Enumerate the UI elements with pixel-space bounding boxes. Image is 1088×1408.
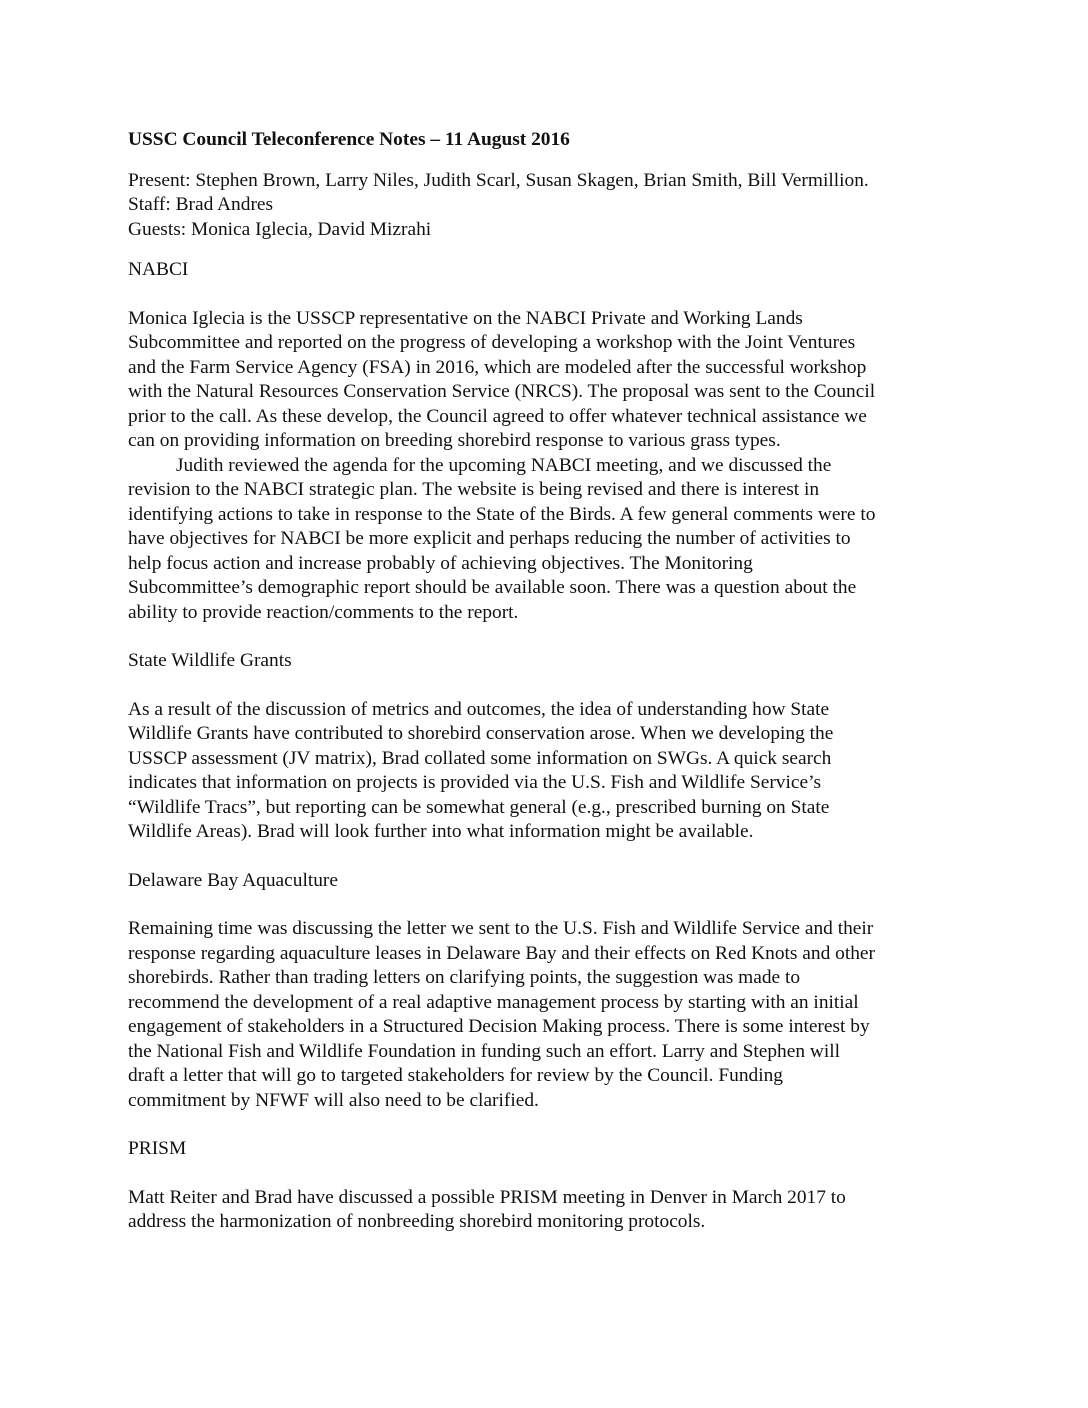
text-line: shorebirds. Rather than trading letters on clarifying points, the suggestion was made to [128,967,801,988]
text-line: ability to provide reaction/comments to the report. [128,601,519,623]
text-line: and the Farm Service Agency (FSA) in 2016, which are modeled after the successful workshop [128,356,867,378]
nabci-paragraph-2 [128,454,988,626]
text-line: identifying actions to take in response to the State of the Birds. A few general comments were to [128,503,876,525]
section-heading-nabci: NABCI [128,259,189,280]
prism-paragraph [128,1186,988,1235]
text-line: with the Natural Resources Conservation Service (NRCS). The proposal was sent to the Council [128,381,876,402]
text-line: Monica Iglecia is the USSCP representative on the NABCI Private and Working Lands [128,307,803,329]
text-line: “Wildlife Tracs”, but reporting can be somewhat general (e.g., prescribed burning on State [128,796,830,818]
text-line: response regarding aquaculture leases in Delaware Bay and their effects on Red Knots and other [128,942,875,964]
attendees-block [128,169,988,243]
text-line: help focus action and increase probably of achieving objectives. The Monitoring [128,552,753,574]
guests-line: Guests: Monica Iglecia, David Mizrahi [128,218,432,240]
section-heading-swg: State Wildlife Grants [128,650,292,671]
text-line: have objectives for NABCI be more explicit and perhaps reducing the number of activities to [128,528,851,549]
text-line: indicates that information on projects is provided via the U.S. Fish and Wildlife Service’s [128,772,822,793]
text-line: Judith reviewed the agenda for the upcoming NABCI meeting, and we discussed the [176,454,832,476]
delaware-paragraph [128,917,988,1113]
text-line: revision to the NABCI strategic plan. The website is being revised and there is interest in [128,479,820,500]
text-line: address the harmonization of nonbreeding shorebird monitoring protocols. [128,1211,706,1232]
swg-paragraph [128,698,988,845]
text-line: USSCP assessment (JV matrix), Brad collated some information on SWGs. A quick search [128,747,832,769]
text-line: Subcommittee and reported on the progress of developing a workshop with the Joint Ventures [128,332,856,353]
document-body [128,128,988,1259]
present-line: Present: Stephen Brown, Larry Niles, Judith Scarl, Susan Skagen, Brian Smith, Bill Vermillion. [128,169,869,191]
document-title: USSC Council Teleconference Notes – 11 August 2016 [128,129,570,150]
text-line: engagement of stakeholders in a Structured Decision Making process. There is some interest by [128,1016,870,1037]
section-heading-prism: PRISM [128,1138,187,1159]
text-line: recommend the development of a real adaptive management process by starting with an initial [128,991,859,1013]
staff-line: Staff: Brad Andres [128,194,274,215]
text-line: prior to the call. As these develop, the Council agreed to offer whatever technical assistance we [128,405,867,427]
text-line: the National Fish and Wildlife Foundation in funding such an effort. Larry and Stephen will [128,1040,841,1062]
text-line: commitment by NFWF will also need to be clarified. [128,1089,539,1111]
text-line: Wildlife Areas). Brad will look further into what information might be available. [128,821,754,842]
text-line: can on providing information on breeding shorebird response to various grass types. [128,430,781,451]
text-line: Remaining time was discussing the letter we sent to the U.S. Fish and Wildlife Service and their [128,918,874,939]
text-line: As a result of the discussion of metrics and outcomes, the idea of understanding how State [128,698,830,720]
text-line: draft a letter that will go to targeted stakeholders for review by the Council. Funding [128,1065,783,1086]
nabci-paragraph-1 [128,307,988,454]
text-line: Wildlife Grants have contributed to shorebird conservation arose. When we developing the [128,723,834,744]
text-line: Subcommittee’s demographic report should be available soon. There was a question about the [128,577,857,598]
section-heading-delaware: Delaware Bay Aquaculture [128,869,338,891]
text-line: Matt Reiter and Brad have discussed a possible PRISM meeting in Denver in March 2017 to [128,1186,846,1208]
